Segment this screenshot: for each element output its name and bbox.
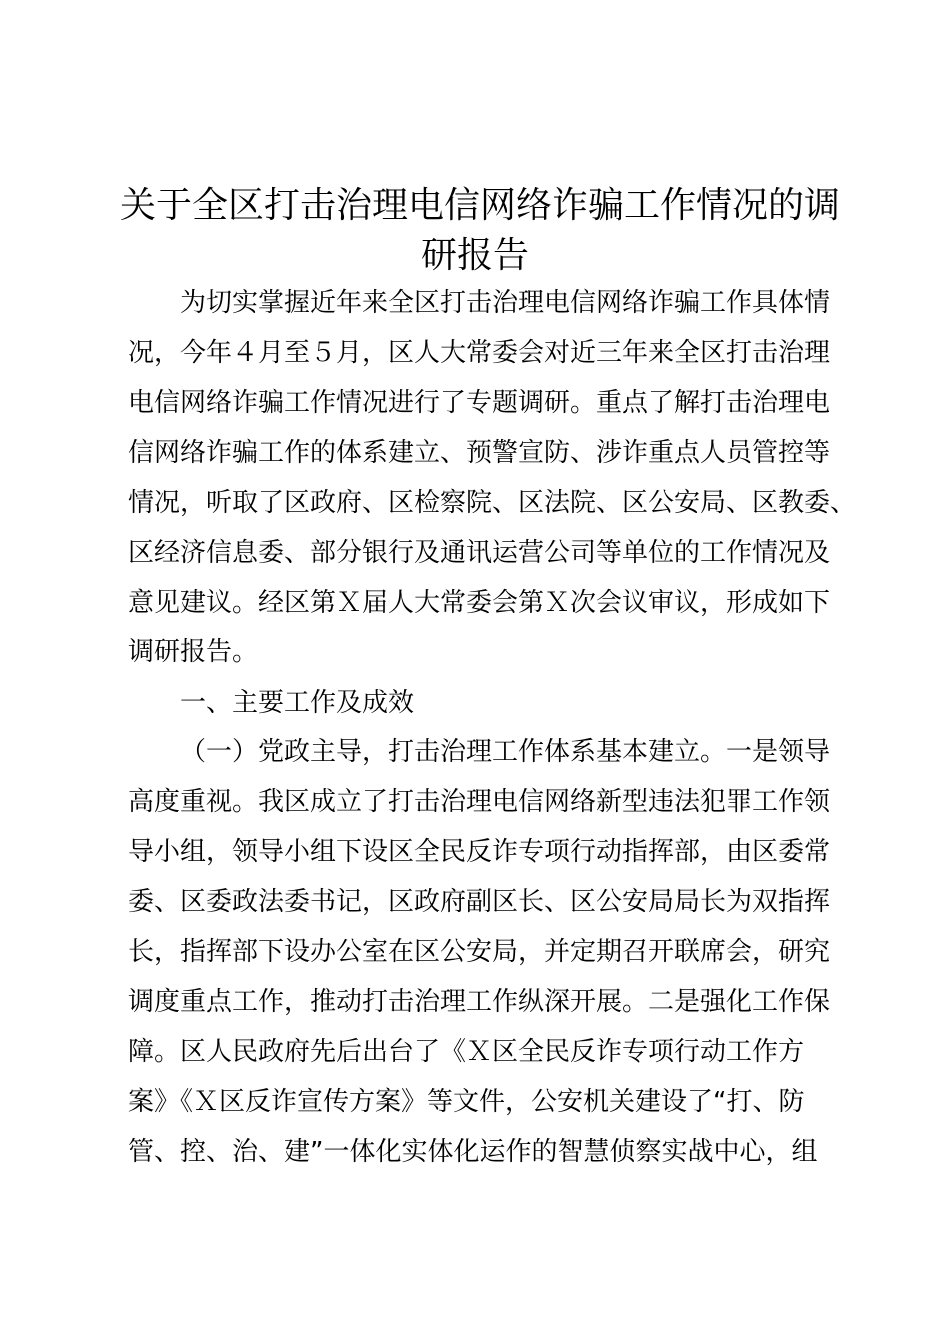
body-line-3: 导小组，领导小组下设区全民反诈专项行动指挥部，由区委常 [128, 837, 831, 867]
section-heading: 一、主要工作及成效 [180, 688, 415, 718]
body-line-7: 障。区人民政府先后出台了《Ｘ区全民反诈专项行动工作方 [128, 1037, 805, 1067]
intro-line-1: 为切实掌握近年来全区打击治理电信网络诈骗工作具体情 [180, 288, 831, 318]
intro-line-2: 况，今年４月至５月，区人大常委会对近三年来全区打击治理 [128, 338, 831, 368]
body-line-9: 管、控、治、建”一体化实体化运作的智慧侦察实战中心，组 [128, 1137, 818, 1167]
body-line-4: 委、区委政法委书记，区政府副区长、区公安局局长为双指挥 [128, 887, 831, 917]
intro-line-7: 意见建议。经区第Ｘ届人大常委会第Ｘ次会议审议，形成如下 [128, 588, 831, 618]
document-title-line-1: 关于全区打击治理电信网络诈骗工作情况的调 [120, 185, 841, 226]
body-line-5: 长，指挥部下设办公室在区公安局，并定期召开联席会，研究 [128, 937, 831, 967]
body-line-8: 案》《Ｘ区反诈宣传方案》等文件，公安机关建设了“打、防 [128, 1087, 805, 1117]
body-line-1: （一）党政主导，打击治理工作体系基本建立。一是领导 [180, 737, 831, 767]
intro-line-8: 调研报告。 [128, 637, 259, 667]
body-line-6: 调度重点工作，推动打击治理工作纵深开展。二是强化工作保 [128, 987, 831, 1017]
intro-line-5: 情况，听取了区政府、区检察院、区法院、区公安局、区教委、 [128, 488, 857, 518]
document-title-line-2: 研报告 [420, 235, 529, 276]
intro-line-4: 信网络诈骗工作的体系建立、预警宣防、涉诈重点人员管控等 [128, 438, 831, 468]
body-line-2: 高度重视。我区成立了打击治理电信网络新型违法犯罪工作领 [128, 787, 831, 817]
intro-line-6: 区经济信息委、部分银行及通讯运营公司等单位的工作情况及 [128, 538, 831, 568]
intro-line-3: 电信网络诈骗工作情况进行了专题调研。重点了解打击治理电 [128, 388, 831, 418]
